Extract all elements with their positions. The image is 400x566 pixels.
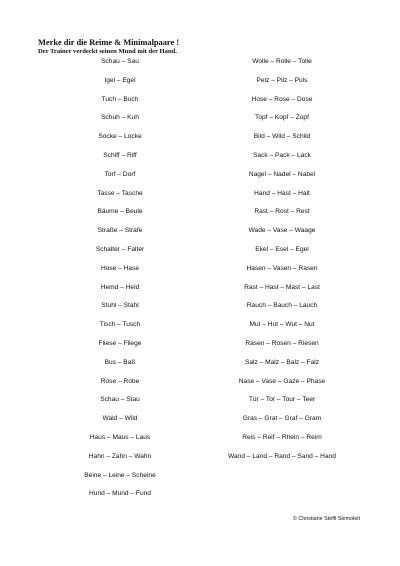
word-group: Gras – Grat – Graf – Gram [242, 415, 322, 423]
word-group: Tür – Tor – Tour – Teer [248, 396, 316, 404]
word-pair: Tuch – Buch [101, 95, 139, 103]
word-pair: Tisch – Tusch [99, 321, 141, 329]
word-group: Hasen – Vasen – Rasen [246, 264, 318, 272]
word-pair: Igel – Egel [104, 76, 136, 84]
word-group: Hand – Hast – Halt [254, 189, 310, 197]
word-group: Reis – Reif – Rhein – Reim [242, 433, 322, 441]
word-group: Salz – Malz – Balz – Falz [244, 358, 320, 366]
right-word-list [207, 56, 357, 470]
word-group: Wolle – Rolle – Tolle [252, 58, 312, 65]
word-group: Nagel – Nadel – Nabel [248, 170, 316, 178]
word-pair: Torf – Dorf [104, 170, 136, 178]
word-pair: Hose – Hase [100, 264, 140, 272]
word-group: Hund – Mund – Fund [89, 490, 151, 498]
copyright-notice: © Christiane Steffi Siemoleit [292, 516, 360, 522]
word-group: Mut – Hut – Wut – Nut [249, 321, 315, 329]
word-group: Wade – Vase – Waage [248, 227, 316, 235]
left-word-list [45, 56, 195, 507]
word-group: Haus – Maus – Laus [89, 433, 151, 441]
word-pair: Stuhl – Stahl [101, 302, 139, 310]
word-pair: Schiff – Riff [103, 151, 137, 159]
word-pair: Tasse – Tasche [97, 189, 143, 197]
word-group: Hose – Rose – Dose [251, 95, 313, 103]
word-pair: Straße – Strafe [97, 227, 143, 235]
word-group: Ekel – Esel – Egel [255, 245, 309, 253]
word-pair: Socke – Locke [98, 133, 142, 141]
page-subtitle: Der Trainer verdeckt seinen Mund mit der Hand. [38, 48, 177, 55]
word-pair: Bus – Baß [104, 358, 136, 366]
word-group: Sack – Pack – Lack [253, 151, 311, 159]
word-pair: Fliese – Fliege [98, 339, 142, 347]
word-group: Bild – Wild – Schild [253, 133, 311, 141]
word-group: Rauch – Bauch – Lauch [246, 302, 318, 310]
word-group: Rast – Rost – Rest [254, 208, 310, 216]
page-title: Merke dir die Reime & Minimalpaare ! [38, 38, 180, 47]
word-group: Hahn – Zahn – Wahn [88, 452, 152, 460]
word-pair: Schau – Sau [101, 58, 139, 65]
word-group: Rasen – Rosen – Riesen [245, 339, 319, 347]
word-group: Topf – Kopf – Zopf [255, 114, 309, 122]
word-group: Pelz – Pilz – Puls [256, 76, 308, 84]
word-pair: Schau – Stau [100, 396, 140, 404]
word-group: Beine – Leine – Scheine [84, 471, 156, 479]
word-pair: Wald – Wild [102, 415, 138, 423]
word-pair: Schalter – Falter [95, 245, 145, 253]
word-group: Wand – Land – Rand – Sand – Hand [228, 452, 336, 460]
word-pair: Hemd – Held [100, 283, 140, 291]
word-pair: Schuh – Kuh [101, 114, 139, 122]
word-group: Nase – Vase – Gaze – Phase [238, 377, 326, 385]
word-pair: Bäume – Beule [97, 208, 143, 216]
word-pair: Rose – Robe [100, 377, 140, 385]
word-group: Rast – Hast – Mast – Last [244, 283, 320, 291]
